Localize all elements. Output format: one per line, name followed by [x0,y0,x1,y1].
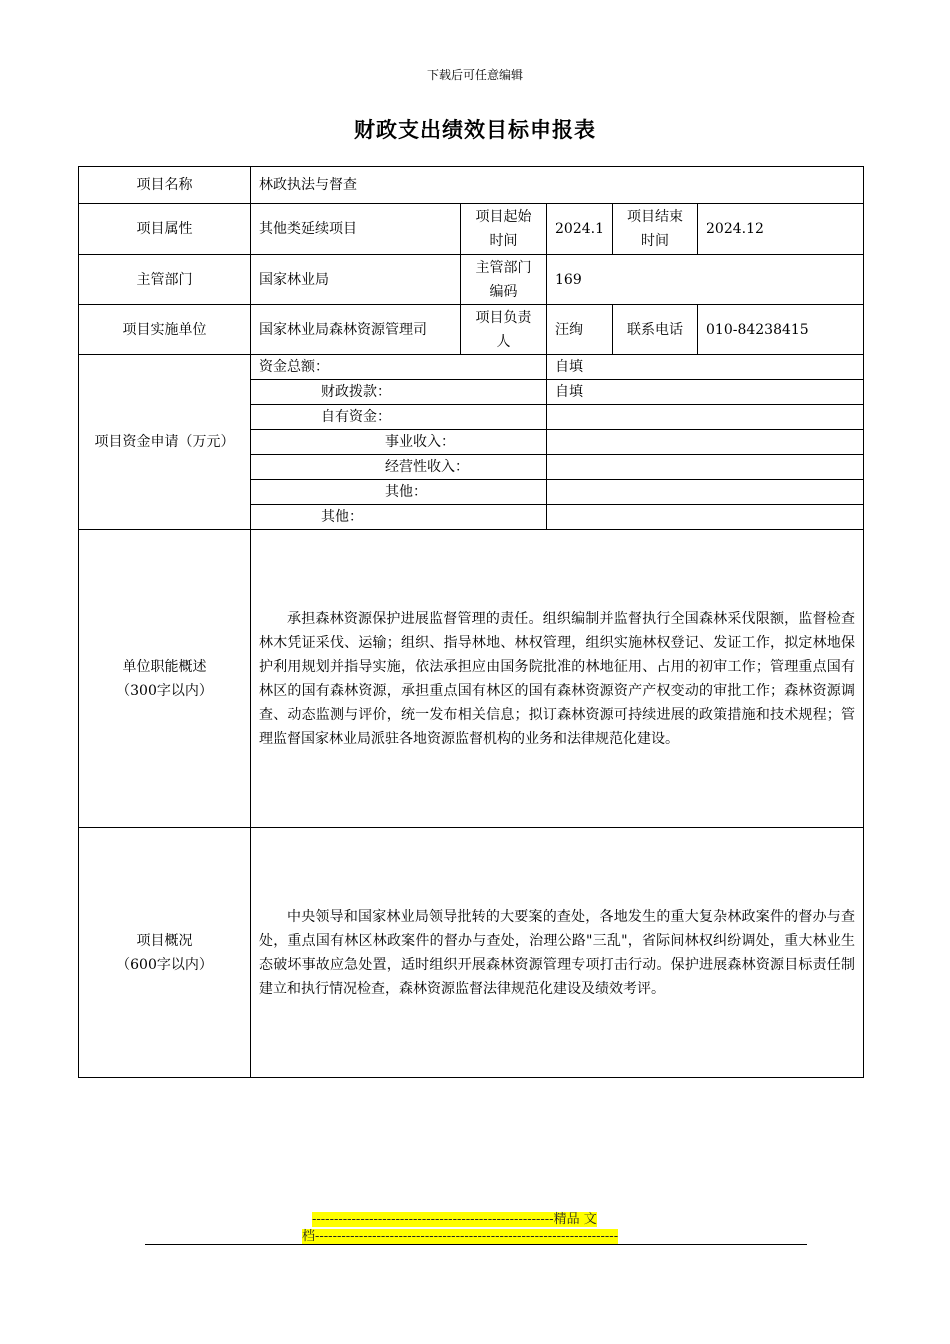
end-time-label: 项目结束时间 [613,204,698,255]
header-note: 下载后可任意编辑 [426,68,523,82]
footer-line-1: -------------------------------------------------------精品 文 [312,1212,597,1227]
fund-item-value [547,405,864,430]
footer-line-2: 档--------------------------------------------------------------------- [302,1229,619,1244]
funds-label: 项目资金申请（万元） [79,355,251,530]
project-attr-label: 项目属性 [79,204,251,255]
row-project-attr [79,204,864,255]
end-time-value: 2024.12 [698,204,864,255]
start-time-value: 2024.1 [547,204,613,255]
overview-cell [251,828,864,1078]
row-dept [79,255,864,305]
dept-code-label: 主管部门编码 [461,255,547,305]
start-time-label: 项目起始时间 [461,204,547,255]
duties-cell [251,530,864,828]
fund-item-label: 其他： [251,480,547,505]
phone-label: 联系电话 [613,305,698,355]
fund-row [79,355,864,380]
overview-label-cell [79,828,251,1078]
row-duties [79,530,864,828]
duties-label: 单位职能概述 [122,658,207,675]
dept-label: 主管部门 [79,255,251,305]
overview-text: 中央领导和国家林业局领导批转的大要案的查处，各地发生的重大复杂林政案件的督办与查处，重点国有林区林政案件的督办与查处，治理公路"三乱"，省际间林权纠纷调处，重大林业生态破坏事故应急处置，适时组织开展森林资源管理专项打击行动。保护进展森林资源目标责任制建立和执行情况检查，森林资源监督法律规范化建设及绩效考评。 [259,908,855,997]
fund-item-value [547,505,864,530]
bottom-rule [145,1244,807,1245]
overview-sublabel: （600字以内） [116,956,213,973]
fund-item-value [547,430,864,455]
project-attr-value: 其他类延续项目 [251,204,461,255]
row-unit [79,305,864,355]
duties-text: 承担森林资源保护进展监督管理的责任。组织编制并监督执行全国森林采伐限额，监督检查林木凭证采伐、运输；组织、指导林地、林权管理，组织实施林权登记、发证工作，拟定林地保护利用规划并指导实施，依法承担应由国务院批准的林地征用、占用的初审工作；管理重点国有林区的国有森林资源，承担重点国有林区的国有森林资源资产产权变动的审批工作；森林资源调查、动态监测与评价，统一发布相关信息；拟订森林资源可持续进展的政策措施和技术规程；管理监督国家林业局派驻各地资源监督机构的业务和法律规范化建设。 [259,610,855,747]
lead-label: 项目负责人 [461,305,547,355]
lead-value: 汪绚 [547,305,613,355]
fund-item-value: 自填 [547,380,864,405]
duties-sublabel: （300字以内） [116,682,213,699]
dept-code-value: 169 [547,255,864,305]
document-title: 财政支出绩效目标申报表 [354,118,596,142]
unit-label: 项目实施单位 [79,305,251,355]
duties-label-cell [79,530,251,828]
phone-value: 010-84238415 [698,305,864,355]
fund-item-label: 事业收入： [251,430,547,455]
row-project-name [79,167,864,204]
footer-watermark [302,1211,650,1245]
overview-label: 项目概况 [136,932,193,949]
fund-item-value [547,455,864,480]
fund-item-value: 自填 [547,355,864,380]
fund-item-label: 财政拨款： [251,380,547,405]
project-name-value: 林政执法与督查 [251,167,864,204]
unit-value: 国家林业局森林资源管理司 [251,305,461,355]
row-overview [79,828,864,1078]
performance-target-form [78,166,864,1078]
fund-item-label: 自有资金： [251,405,547,430]
fund-item-label: 资金总额： [251,355,547,380]
dept-value: 国家林业局 [251,255,461,305]
project-name-label: 项目名称 [79,167,251,204]
fund-item-value [547,480,864,505]
fund-item-label: 经营性收入： [251,455,547,480]
fund-item-label: 其他： [251,505,547,530]
